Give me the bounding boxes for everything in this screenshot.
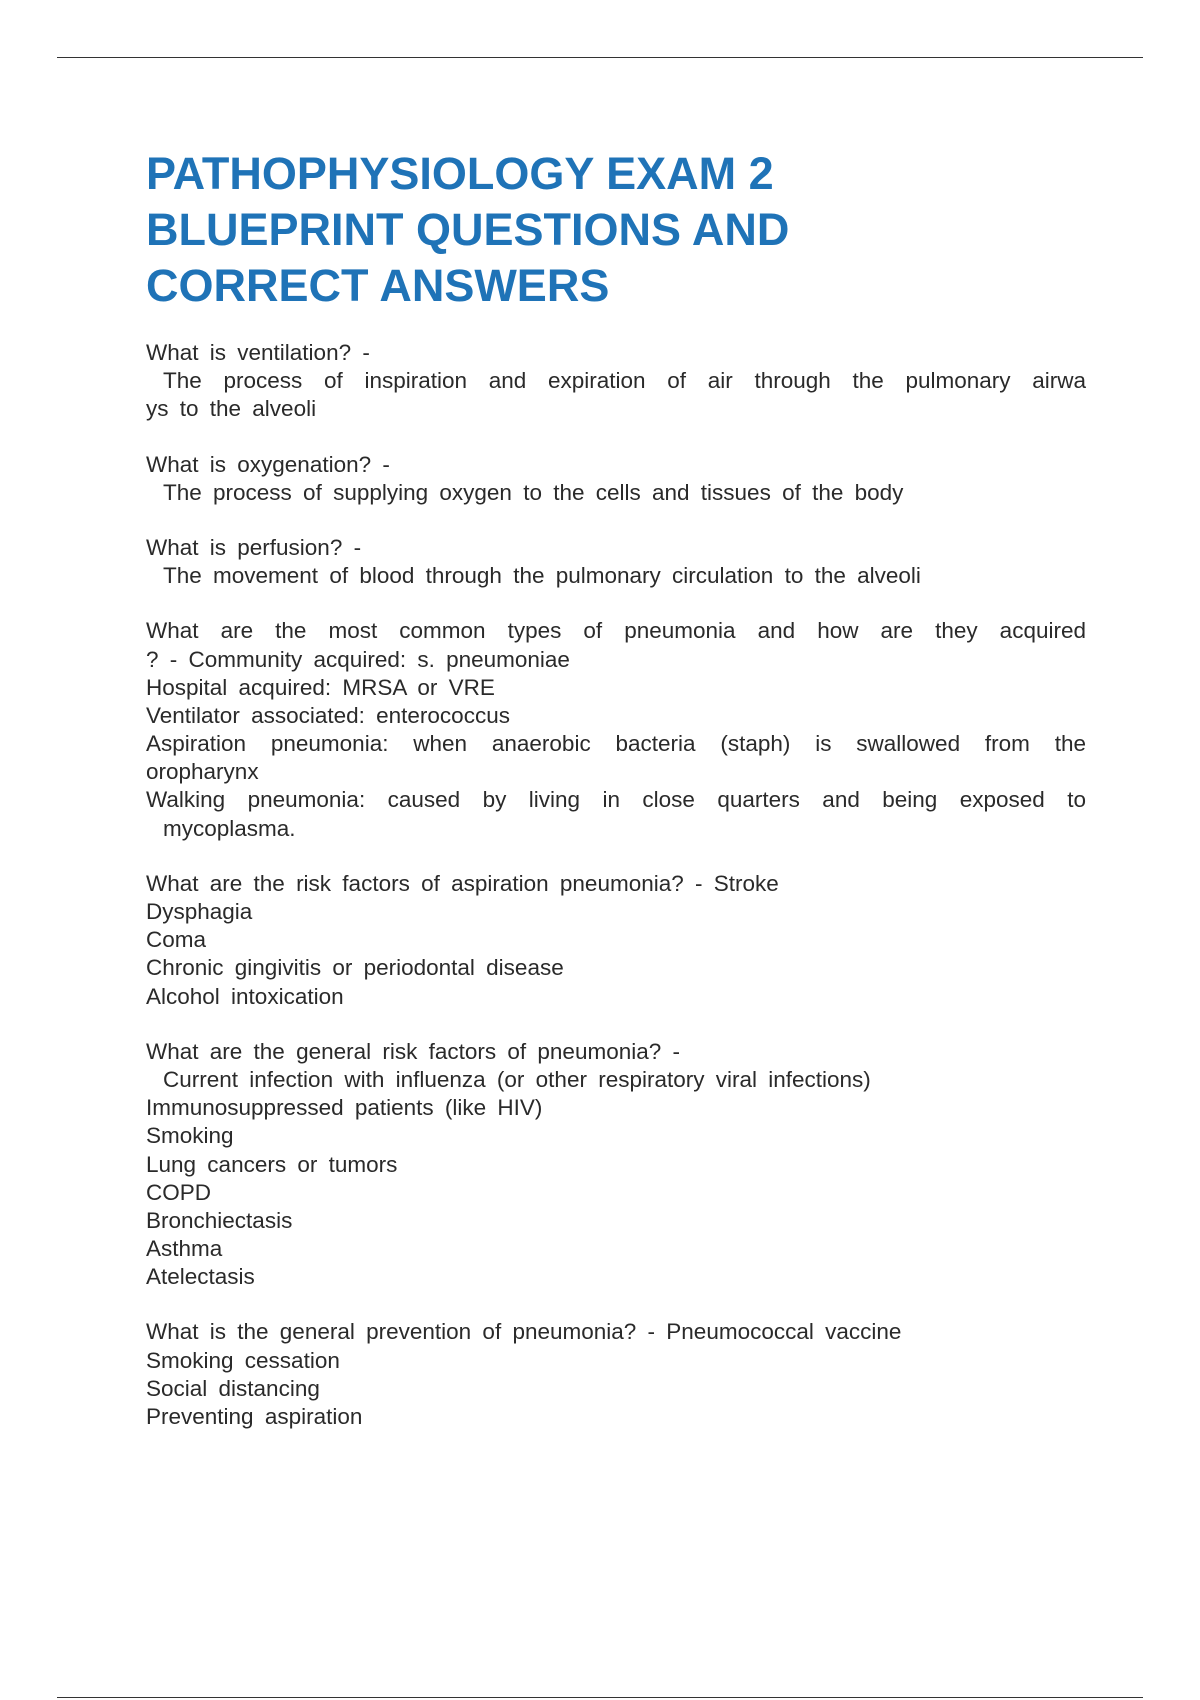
question-text: What is the general prevention of pneumonia? - Pneumococcal vaccine bbox=[146, 1319, 902, 1345]
answer-text: mycoplasma. bbox=[163, 815, 296, 841]
question-text: What is oxygenation? - bbox=[146, 451, 390, 477]
document-title bbox=[146, 146, 1106, 314]
title-line: CORRECT ANSWERS bbox=[146, 260, 610, 311]
answer-text: Smoking bbox=[146, 1123, 234, 1149]
question-text: What is ventilation? - bbox=[146, 340, 370, 365]
qa-list bbox=[146, 339, 1086, 1458]
answer-text: Dysphagia bbox=[146, 899, 253, 924]
answer-text: Coma bbox=[146, 927, 207, 953]
answer-text: Bronchiectasis bbox=[146, 1207, 293, 1233]
top-rule bbox=[57, 57, 1143, 58]
answer-text: Walking pneumonia: caused by living in close quarters and being exposed to bbox=[146, 787, 1086, 813]
answer-text: Ventilator associated: enterococcus bbox=[146, 702, 510, 728]
title-line: BLUEPRINT QUESTIONS AND bbox=[146, 204, 790, 255]
answer-text: Aspiration pneumonia: when anaerobic bacteria (staph) is swallowed from the bbox=[146, 731, 1086, 757]
answer-text: Hospital acquired: MRSA or VRE bbox=[146, 674, 495, 700]
answer-text: oropharynx bbox=[146, 759, 259, 785]
question-text: What is perfusion? - bbox=[146, 534, 362, 560]
qa-item bbox=[146, 1318, 1086, 1431]
answer-text: COPD bbox=[146, 1179, 212, 1205]
answer-text: Current infection with influenza (or other respiratory viral infections) bbox=[163, 1066, 871, 1092]
question-text: What are the risk factors of aspiration pneumonia? - Stroke bbox=[146, 870, 779, 896]
answer-text: The movement of blood through the pulmonary circulation to the alveoli bbox=[163, 563, 921, 589]
question-text: What are the general risk factors of pneumonia? - bbox=[146, 1038, 681, 1064]
qa-item bbox=[146, 339, 1086, 424]
answer-text: ys to the alveoli bbox=[146, 396, 317, 422]
answer-text: Preventing aspiration bbox=[146, 1404, 363, 1429]
qa-item bbox=[146, 451, 1086, 507]
bottom-rule bbox=[57, 1697, 1143, 1698]
answer-text: Asthma bbox=[146, 1236, 223, 1262]
answer-text: The process of inspiration and expiration of air through the pulmonary airwa bbox=[163, 368, 1086, 394]
answer-text: Social distancing bbox=[146, 1375, 320, 1401]
qa-item bbox=[146, 534, 1086, 590]
answer-text: Chronic gingivitis or periodontal disease bbox=[146, 955, 564, 981]
qa-item bbox=[146, 1038, 1086, 1292]
qa-item bbox=[146, 870, 1086, 1011]
question-text: What are the most common types of pneumonia and how are they acquired bbox=[146, 618, 1086, 644]
answer-text: Atelectasis bbox=[146, 1264, 255, 1290]
qa-item bbox=[146, 617, 1086, 843]
title-line: PATHOPHYSIOLOGY EXAM 2 bbox=[146, 148, 774, 199]
answer-text: The process of supplying oxygen to the cells and tissues of the body bbox=[163, 479, 904, 505]
answer-text: Immunosuppressed patients (like HIV) bbox=[146, 1095, 543, 1121]
answer-text: Lung cancers or tumors bbox=[146, 1151, 398, 1177]
answer-text: Smoking cessation bbox=[146, 1347, 340, 1373]
answer-text: ? - Community acquired: s. pneumoniae bbox=[146, 646, 570, 672]
answer-text: Alcohol intoxication bbox=[146, 983, 344, 1009]
